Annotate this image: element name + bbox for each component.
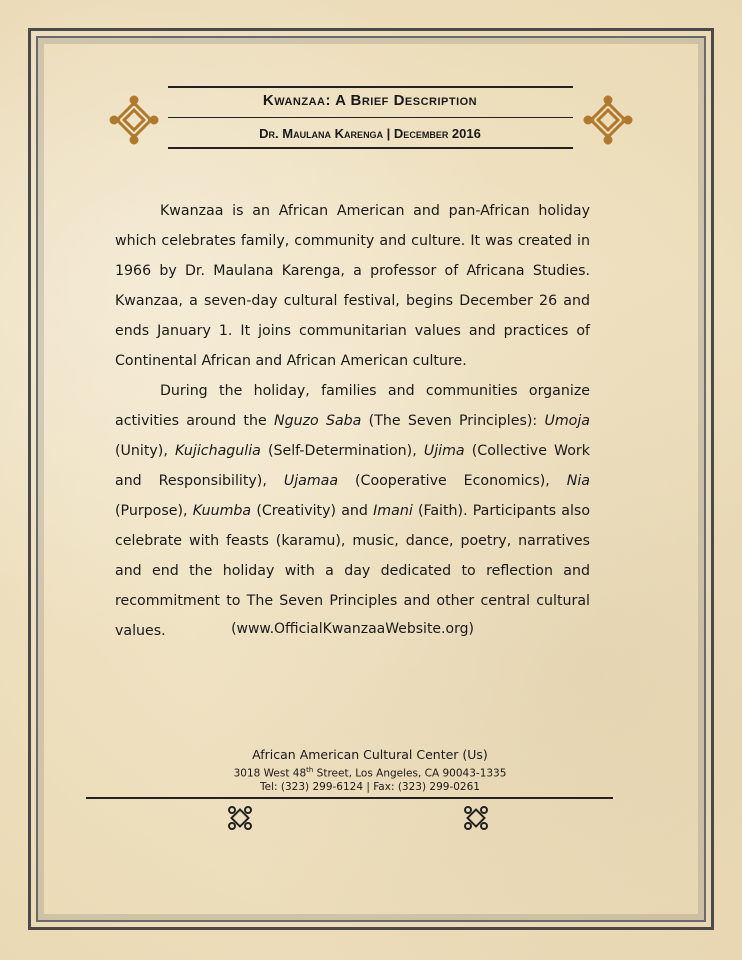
term-kujichagulia: Kujichagulia — [174, 443, 261, 459]
page-title: Kwanzaa: A Brief Description — [262, 92, 478, 109]
paragraph-1: Kwanzaa is an African American and pan-African holiday which celebrates family, community and culture. It was created in 1966 by Dr. Maulana Karenga, a professor of Africana Studies. Kwanzaa, a seven-day cultural festival, begins December 26 and ends January 1. It joins communitarian values and practices of Continental African and African American culture. — [115, 203, 590, 369]
header-bottom-rule — [168, 147, 573, 149]
knot-ornament-icon — [227, 805, 253, 831]
text-span: (Cooperative Economics), — [338, 473, 567, 489]
author-date: Dr. Maulana Karenga | December 2016 — [259, 126, 481, 141]
address-text: 3018 West 48 — [233, 767, 307, 780]
text-span: (Self-Determination), — [260, 443, 424, 459]
org-name: African American Cultural Center (Us) — [252, 747, 488, 762]
term-kuumba: Kuumba — [192, 503, 252, 519]
text-span: (Purpose), — [115, 503, 193, 519]
text-span: (The Seven Principles): — [361, 413, 545, 429]
gold-knot-icon — [582, 94, 634, 146]
text-span: (Unity), — [115, 443, 175, 459]
term-imani: Imani — [373, 503, 413, 519]
text-span: (Faith). Participants also celebrate with feasts (karamu), music, dance, poetry, narratives and end the holiday with a day dedicated to reflection and recommitment to The Seven Principles and other central cultural values. — [115, 503, 590, 639]
text-span: (Creativity) and — [251, 503, 374, 519]
header-mid-rule — [168, 117, 573, 118]
gold-knot-icon — [108, 94, 160, 146]
address — [150, 766, 590, 780]
term-nguzo-saba: Nguzo Saba — [273, 413, 362, 429]
text-span: During the holiday, families and communities organize activities around the — [115, 383, 590, 429]
website-link[interactable]: (www.OfficialKwanzaaWebsite.org) — [231, 621, 474, 637]
term-ujima: Ujima — [423, 443, 465, 459]
term-ujamaa: Ujamaa — [283, 473, 339, 489]
description-body — [115, 196, 590, 646]
knot-ornament-icon — [463, 805, 489, 831]
paragraph-2 — [115, 376, 590, 646]
header-top-rule — [168, 86, 573, 88]
address-sup: th — [306, 766, 314, 774]
term-nia: Nia — [566, 473, 590, 489]
footer-rule — [86, 797, 613, 799]
text-span: (Collective Work and Responsibility), — [115, 443, 590, 489]
term-umoja: Umoja — [544, 413, 590, 429]
address-text: Street, Los Angeles, CA 90043-1335 — [313, 767, 507, 780]
phone-fax: Tel: (323) 299-6124 | Fax: (323) 299-0261 — [260, 781, 480, 793]
